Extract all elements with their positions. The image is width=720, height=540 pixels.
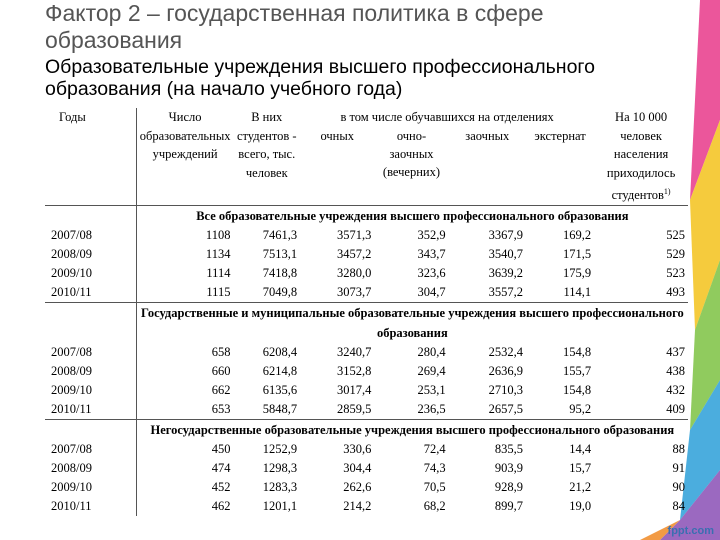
value-cell: 3240,7 [337, 344, 372, 359]
value-cell: 3639,2 [488, 265, 523, 280]
value-cell: 1115 [206, 284, 231, 299]
value-cell: 14,4 [569, 441, 592, 456]
value-cell: 269,4 [417, 363, 446, 378]
value-cell: 2636,9 [488, 363, 523, 378]
value-cell: 171,5 [563, 246, 592, 261]
value-cell: 323,6 [417, 265, 446, 280]
value-cell: 7049,8 [262, 284, 298, 299]
header-incl: в том числе обучавшихся на отделениях [340, 110, 554, 124]
value-cell: 1298,3 [262, 460, 298, 475]
value-cell: 450 [211, 441, 231, 456]
value-cell: 529 [666, 246, 685, 261]
section-row [45, 419, 688, 440]
year-cell: 2010/11 [45, 497, 136, 516]
table-row [45, 362, 688, 381]
value-cell: 523 [666, 265, 685, 280]
value-cell: 658 [211, 344, 231, 359]
year-cell: 2010/11 [45, 400, 136, 420]
value-cell: 352,9 [417, 227, 446, 242]
value-cell: 330,6 [343, 441, 372, 456]
value-cell: 304,4 [343, 460, 372, 475]
table-row [45, 440, 688, 459]
value-cell: 95,2 [569, 401, 592, 416]
table-row [45, 283, 688, 303]
year-cell: 2008/09 [45, 245, 136, 264]
value-cell: 462 [211, 498, 231, 513]
value-cell: 343,7 [417, 246, 446, 261]
value-cell: 253,1 [417, 382, 446, 397]
section-title: Все образовательные учреждения высшего профессионального образования [136, 205, 688, 226]
value-cell: 1252,9 [262, 441, 298, 456]
table-row [45, 245, 688, 264]
section-title: Негосударственные образовательные учреждения высшего профессионального образования [136, 419, 688, 440]
value-cell: 2859,5 [337, 401, 372, 416]
value-cell: 835,5 [494, 441, 523, 456]
value-cell: 169,2 [563, 227, 592, 242]
value-cell: 2657,5 [488, 401, 523, 416]
value-cell: 72,4 [423, 441, 446, 456]
year-cell: 2010/11 [45, 283, 136, 303]
education-table [45, 108, 688, 516]
section-year-cell [45, 419, 136, 440]
value-cell: 6214,8 [262, 363, 298, 378]
value-cell: 6208,4 [262, 344, 298, 359]
value-cell: 175,9 [563, 265, 592, 280]
header-external: экстернат [534, 128, 586, 143]
value-cell: 5848,7 [262, 401, 298, 416]
value-cell: 1114 [206, 265, 231, 280]
table-row [45, 400, 688, 420]
header-correspondence: заочных [465, 128, 510, 143]
value-cell: 899,7 [494, 498, 523, 513]
value-cell: 1283,3 [262, 479, 298, 494]
year-cell: 2007/08 [45, 226, 136, 245]
table-row [45, 497, 688, 516]
value-cell: 280,4 [417, 344, 446, 359]
value-cell: 155,7 [563, 363, 592, 378]
value-cell: 2532,4 [488, 344, 523, 359]
year-cell: 2009/10 [45, 478, 136, 497]
header-students: В них студентов - всего, тыс. человек [236, 110, 297, 181]
value-cell: 525 [666, 227, 685, 242]
table-row [45, 343, 688, 362]
table-row [45, 478, 688, 497]
value-cell: 70,5 [423, 479, 446, 494]
value-cell: 3540,7 [488, 246, 523, 261]
value-cell: 493 [666, 284, 685, 299]
value-cell: 7461,3 [262, 227, 298, 242]
value-cell: 903,9 [494, 460, 523, 475]
value-cell: 1108 [205, 227, 231, 242]
value-cell: 432 [666, 382, 685, 397]
value-cell: 154,8 [563, 344, 592, 359]
value-cell: 3017,4 [337, 382, 372, 397]
slide-subtitle: Образовательные учреждения высшего профессионального образования (на начало учебного года) [45, 56, 595, 100]
value-cell: 214,2 [343, 498, 372, 513]
header-years: Годы [45, 108, 136, 205]
header-evening: очно-заочных (вечерних) [382, 128, 441, 179]
value-cell: 662 [211, 382, 231, 397]
value-cell: 7513,1 [262, 246, 298, 261]
value-cell: 304,7 [417, 284, 446, 299]
value-cell: 90 [672, 479, 685, 494]
footer-logo: fppt.com [667, 525, 714, 537]
table-body [45, 205, 688, 516]
value-cell: 660 [211, 363, 231, 378]
value-cell: 3280,0 [337, 265, 372, 280]
table-row [45, 226, 688, 245]
section-title: Государственные и муниципальные образовательные учреждения высшего профессионального образования [136, 302, 688, 343]
year-cell: 2009/10 [45, 381, 136, 400]
value-cell: 2710,3 [488, 382, 523, 397]
table-row [45, 381, 688, 400]
value-cell: 21,2 [569, 479, 592, 494]
value-cell: 3571,3 [337, 227, 372, 242]
value-cell: 3457,2 [337, 246, 372, 261]
value-cell: 15,7 [569, 460, 592, 475]
value-cell: 1201,1 [262, 498, 298, 513]
value-cell: 7418,8 [262, 265, 298, 280]
year-cell: 2007/08 [45, 440, 136, 459]
value-cell: 474 [211, 460, 231, 475]
slide-title: Фактор 2 – государственная политика в сфере образования [45, 0, 544, 53]
value-cell: 653 [211, 401, 231, 416]
header-per10000: На 10 000 человек населения приходилось студентов$^{1)}$ [606, 110, 676, 202]
year-cell: 2008/09 [45, 459, 136, 478]
year-cell: 2008/09 [45, 362, 136, 381]
value-cell: 114,1 [563, 284, 592, 299]
value-cell: 19,0 [569, 498, 592, 513]
header-full-time: очных [320, 128, 355, 143]
value-cell: 3152,8 [337, 363, 372, 378]
value-cell: 6135,6 [262, 382, 298, 397]
table-row [45, 264, 688, 283]
value-cell: 409 [666, 401, 685, 416]
section-year-cell [45, 205, 136, 226]
section-year-cell [45, 302, 136, 343]
value-cell: 68,2 [423, 498, 446, 513]
table-row [45, 459, 688, 478]
value-cell: 438 [666, 363, 685, 378]
section-row [45, 205, 688, 226]
header-count: Число образовательных учреждений [139, 110, 231, 162]
value-cell: 74,3 [423, 460, 446, 475]
value-cell: 91 [672, 460, 685, 475]
value-cell: 1134 [205, 246, 231, 261]
value-cell: 3557,2 [488, 284, 523, 299]
value-cell: 262,6 [343, 479, 372, 494]
year-cell: 2009/10 [45, 264, 136, 283]
value-cell: 88 [672, 441, 685, 456]
value-cell: 437 [666, 344, 685, 359]
value-cell: 928,9 [494, 479, 523, 494]
value-cell: 236,5 [417, 401, 446, 416]
value-cell: 3367,9 [488, 227, 523, 242]
value-cell: 84 [672, 498, 685, 513]
section-row [45, 302, 688, 343]
value-cell: 154,8 [563, 382, 592, 397]
year-cell: 2007/08 [45, 343, 136, 362]
value-cell: 3073,7 [337, 284, 372, 299]
value-cell: 452 [211, 479, 231, 494]
